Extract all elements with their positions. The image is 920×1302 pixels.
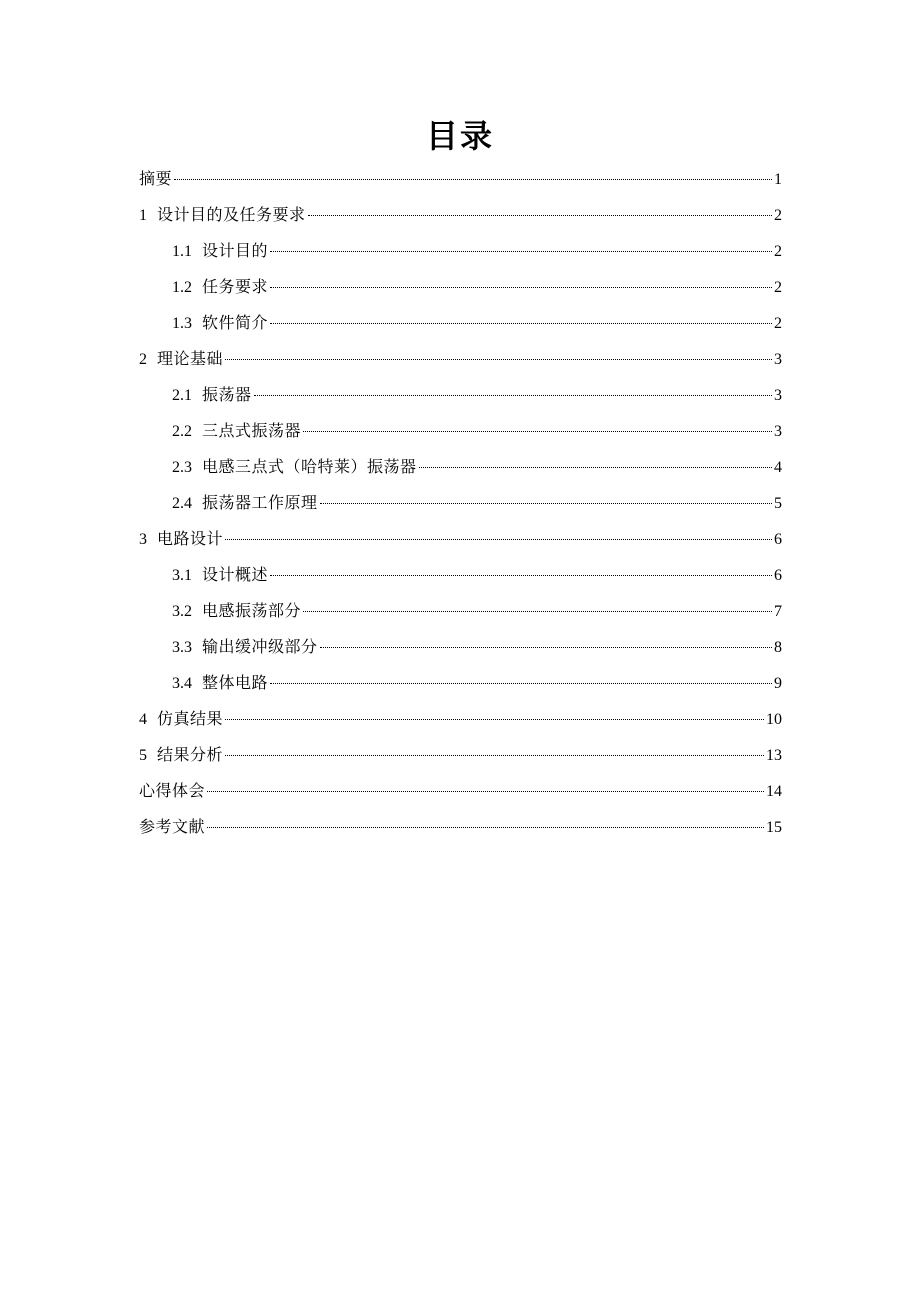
toc-entry-title: 摘要 — [139, 171, 173, 188]
toc-entry-number: 2.3 — [172, 459, 192, 476]
toc-dot-leader — [225, 754, 764, 756]
toc-entry-number: 4 — [139, 711, 147, 728]
toc-dot-leader — [270, 574, 772, 576]
toc-entry-title: 整体电路 — [202, 675, 269, 692]
toc-entry-page-number: 2 — [774, 315, 782, 332]
toc-list — [139, 162, 782, 846]
toc-entry-title: 振荡器工作原理 — [202, 495, 318, 512]
toc-entry-page-number: 3 — [774, 387, 782, 404]
toc-dot-leader — [207, 826, 764, 828]
toc-dot-leader — [225, 538, 772, 540]
toc-entry-number: 2.4 — [172, 495, 192, 512]
toc-dot-leader — [270, 322, 772, 324]
toc-entry-title: 理论基础 — [157, 351, 224, 368]
toc-dot-leader — [303, 610, 772, 612]
toc-dot-leader — [225, 718, 764, 720]
toc-entry-title: 任务要求 — [202, 279, 269, 296]
toc-entry — [139, 162, 782, 198]
toc-entry-number: 3.3 — [172, 639, 192, 656]
toc-entry-number: 5 — [139, 747, 147, 764]
toc-entry-number: 3.2 — [172, 603, 192, 620]
toc-entry-page-number: 2 — [774, 207, 782, 224]
toc-dot-leader — [320, 502, 772, 504]
toc-entry — [139, 450, 782, 486]
toc-entry-page-number: 8 — [774, 639, 782, 656]
toc-entry — [139, 522, 782, 558]
toc-entry — [139, 558, 782, 594]
toc-entry-number: 1.2 — [172, 279, 192, 296]
toc-entry-page-number: 6 — [774, 567, 782, 584]
toc-entry-number: 1.3 — [172, 315, 192, 332]
toc-entry-number: 2.2 — [172, 423, 192, 440]
toc-entry — [139, 414, 782, 450]
toc-entry-page-number: 7 — [774, 603, 782, 620]
toc-entry-number: 3.4 — [172, 675, 192, 692]
toc-entry — [139, 630, 782, 666]
toc-dot-leader — [270, 286, 772, 288]
toc-entry-page-number: 14 — [766, 783, 782, 800]
toc-entry-page-number: 15 — [766, 819, 782, 836]
toc-entry — [139, 198, 782, 234]
toc-entry — [139, 702, 782, 738]
toc-entry-title: 输出缓冲级部分 — [202, 639, 318, 656]
toc-entry-number: 2 — [139, 351, 147, 368]
toc-entry-title: 参考文献 — [139, 819, 206, 836]
toc-entry — [139, 378, 782, 414]
toc-entry — [139, 486, 782, 522]
toc-entry-number: 2.1 — [172, 387, 192, 404]
toc-dot-leader — [254, 394, 772, 396]
toc-entry-page-number: 2 — [774, 243, 782, 260]
toc-entry-title: 电路设计 — [157, 531, 224, 548]
toc-entry-number: 3.1 — [172, 567, 192, 584]
toc-entry — [139, 342, 782, 378]
toc-entry-title: 电感三点式（哈特莱）振荡器 — [202, 459, 417, 476]
toc-entry — [139, 306, 782, 342]
toc-entry — [139, 234, 782, 270]
toc-dot-leader — [419, 466, 772, 468]
toc-entry-number: 3 — [139, 531, 147, 548]
toc-entry — [139, 666, 782, 702]
toc-entry-title: 电感振荡部分 — [202, 603, 302, 620]
toc-dot-leader — [207, 790, 764, 792]
toc-dot-leader — [308, 214, 772, 216]
toc-entry-title: 心得体会 — [139, 783, 206, 800]
toc-dot-leader — [270, 250, 772, 252]
toc-entry-title: 设计概述 — [202, 567, 269, 584]
toc-dot-leader — [225, 358, 772, 360]
toc-entry — [139, 738, 782, 774]
toc-dot-leader — [303, 430, 772, 432]
toc-entry-page-number: 3 — [774, 351, 782, 368]
toc-entry-number: 1.1 — [172, 243, 192, 260]
toc-entry-page-number: 2 — [774, 279, 782, 296]
toc-entry-page-number: 3 — [774, 423, 782, 440]
toc-dot-leader — [174, 178, 772, 180]
toc-title: 目录 — [425, 117, 494, 155]
toc-entry-page-number: 9 — [774, 675, 782, 692]
toc-entry-number: 1 — [139, 207, 147, 224]
toc-dot-leader — [270, 682, 772, 684]
toc-entry-page-number: 13 — [766, 747, 782, 764]
toc-entry-title: 设计目的及任务要求 — [157, 207, 306, 224]
toc-entry-page-number: 5 — [774, 495, 782, 512]
toc-entry-title: 仿真结果 — [157, 711, 224, 728]
toc-entry-page-number: 4 — [774, 459, 782, 476]
toc-entry-page-number: 6 — [774, 531, 782, 548]
toc-entry — [139, 774, 782, 810]
toc-entry — [139, 270, 782, 306]
toc-entry-title: 设计目的 — [202, 243, 269, 260]
toc-entry-title: 振荡器 — [202, 387, 252, 404]
toc-entry — [139, 594, 782, 630]
toc-entry — [139, 810, 782, 846]
toc-entry-page-number: 1 — [774, 171, 782, 188]
toc-dot-leader — [320, 646, 772, 648]
toc-entry-title: 三点式振荡器 — [202, 423, 302, 440]
toc-entry-title: 结果分析 — [157, 747, 224, 764]
toc-entry-title: 软件简介 — [202, 315, 269, 332]
toc-entry-page-number: 10 — [766, 711, 782, 728]
